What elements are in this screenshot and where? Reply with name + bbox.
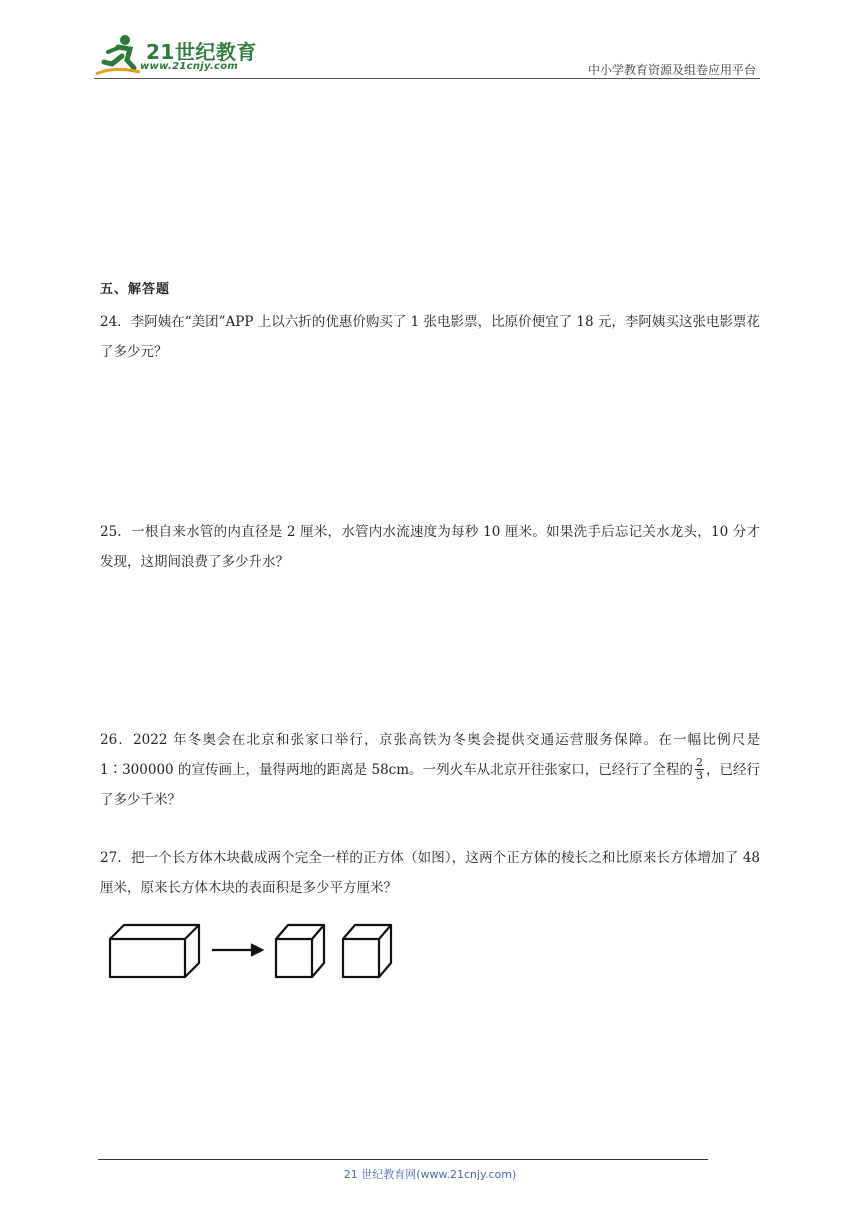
cuboid-to-cubes-diagram xyxy=(100,913,430,993)
cube-shape-1 xyxy=(276,925,324,977)
fraction-denominator: 3 xyxy=(695,769,703,782)
runner-logo-icon xyxy=(94,34,144,78)
question-24 xyxy=(100,307,760,367)
question-text: 把一个长方体木块截成两个完全一样的正方体（如图），这两个正方体的棱长之和比原来长方体增加了 48 厘米，原来长方体木块的表面积是多少平方厘米？ xyxy=(100,850,761,896)
section-title: 五、解答题 xyxy=(100,282,171,297)
answer-space xyxy=(100,815,760,843)
question-text: 李阿姨在“美团”APP 上以六折的优惠价购买了 1 张电影票，比原价便宜了 18 元，李阿姨买这张电影票花了多少元？ xyxy=(100,314,760,360)
question-27 xyxy=(100,843,760,903)
answer-space xyxy=(100,577,760,725)
cuboid-shape xyxy=(110,925,199,977)
fraction xyxy=(695,757,704,782)
logo-url-text: www.21cnjy.com xyxy=(140,61,239,72)
cube-shape-2 xyxy=(343,925,391,977)
question-number: 25． xyxy=(100,524,132,540)
arrow-right-icon xyxy=(212,945,262,955)
answer-space xyxy=(100,367,760,517)
fraction-numerator: 2 xyxy=(695,756,703,769)
question-number: 27． xyxy=(100,850,131,866)
question-number: 26． xyxy=(100,732,134,748)
header-divider xyxy=(94,78,760,79)
page-header xyxy=(0,0,860,80)
footer-link[interactable]: 21 世纪教育网(www.21cnjy.com) xyxy=(343,1168,517,1181)
platform-name: 中小学教育资源及组卷应用平台 xyxy=(587,63,756,77)
footer-divider xyxy=(98,1159,708,1160)
question-text: 一根自来水管的内直径是 2 厘米，水管内水流速度为每秒 10 厘米。如果洗手后忘记关水龙头，10 分才发现，这期间浪费了多少升水？ xyxy=(100,524,760,570)
exam-content xyxy=(100,278,760,993)
question-number: 24． xyxy=(100,314,131,330)
question-26 xyxy=(100,725,760,815)
question-text-end: ，已经行了多少千米？ xyxy=(100,762,761,808)
question-25 xyxy=(100,517,760,577)
logo-brand-text: 21世纪教育 xyxy=(146,40,257,64)
cuboid-figure xyxy=(100,913,430,993)
question-text: 2022 年冬奥会在北京和张家口举行，京张高铁为冬奥会提供交通运营服务保障。在一幅比例尺是 1∶300000 的宣传画上，量得两地的距离是 58cm。一列火车从北京开往张家口，已经行了全程的 xyxy=(100,732,760,778)
site-logo[interactable] xyxy=(94,34,264,78)
